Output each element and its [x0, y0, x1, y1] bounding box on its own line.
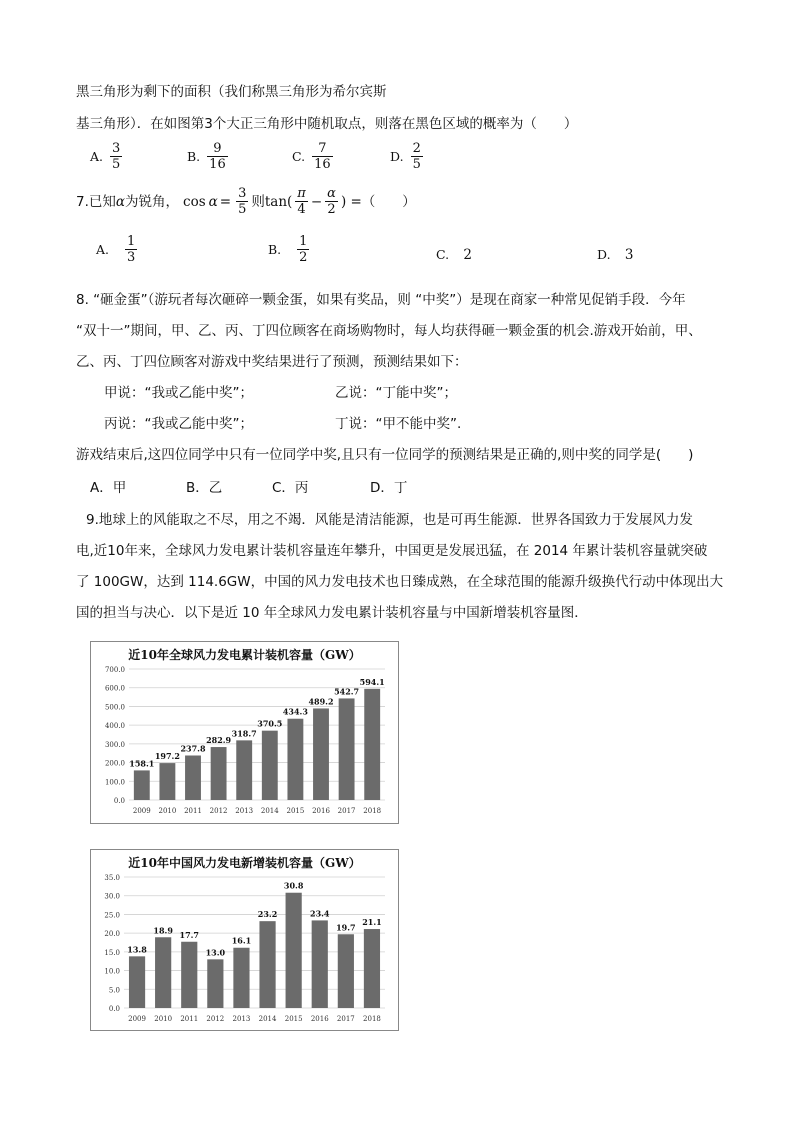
- x-tick-label: 2015: [286, 807, 305, 815]
- x-tick-label: 2015: [284, 1015, 303, 1023]
- x-tick-label: 2009: [132, 807, 151, 815]
- bar-2010: [159, 763, 175, 800]
- q8-statement-ding: 丁说：“甲不能中奖”.: [335, 416, 462, 432]
- data-label: 434.3: [282, 706, 308, 717]
- y-tick-label: 30.0: [104, 892, 120, 901]
- data-label: 13.8: [127, 944, 147, 955]
- x-tick-label: 2012: [209, 807, 228, 815]
- option-label: B.: [187, 148, 201, 164]
- y-tick-label: 700.0: [104, 666, 125, 674]
- x-tick-label: 2010: [154, 1015, 173, 1023]
- option-label: C.: [436, 247, 450, 262]
- bar-2011: [181, 942, 197, 1008]
- fraction: $\frac{1}{2}$: [299, 234, 308, 265]
- data-label: 542.7: [334, 686, 360, 697]
- q8-text-line-1: 8. “砸金蛋”（游玩者每次砸碎一颗金蛋，如果有奖品，则 “中奖”）是现在商家一种常见促销手段．今年: [76, 292, 686, 308]
- data-label: 23.4: [310, 908, 330, 919]
- x-tick-label: 2013: [235, 807, 254, 815]
- q6-text-line-2: 基三角形）．在如图第3个大正三角形中随机取点，则落在黑色区域的概率为（ ）: [76, 116, 578, 132]
- option-label: A.: [96, 241, 110, 257]
- x-tick-label: 2018: [363, 1015, 381, 1023]
- x-tick-label: 2016: [312, 807, 330, 815]
- bar-2017: [338, 934, 354, 1008]
- option-value: 2: [463, 247, 472, 263]
- data-label: 13.0: [205, 947, 226, 958]
- fraction: $\frac{7}{16}$: [314, 141, 331, 172]
- fraction: $\frac{2}{5}$: [412, 141, 421, 172]
- bar-2013: [236, 740, 252, 800]
- y-tick-label: 25.0: [104, 911, 120, 920]
- q7-option-b[interactable]: [268, 234, 312, 265]
- data-label: 489.2: [308, 696, 334, 707]
- bar-2015: [287, 719, 303, 800]
- option-value: 3: [624, 247, 634, 263]
- q8-option-d[interactable]: D．丁: [370, 480, 408, 496]
- bar-2013: [233, 948, 249, 1008]
- bar-2012: [211, 747, 227, 800]
- q9-text-line-4: 国的担当与决心．以下是近 10 年全球风力发电累计装机容量与中国新增装机容量图．: [76, 605, 588, 621]
- x-tick-label: 2016: [310, 1015, 329, 1023]
- data-label: 370.5: [257, 718, 283, 729]
- option-label: C.: [292, 148, 306, 164]
- bar-2009: [134, 770, 150, 800]
- q7-option-c[interactable]: [436, 246, 472, 264]
- x-tick-label: 2009: [128, 1015, 146, 1023]
- y-tick-label: 100.0: [104, 778, 125, 787]
- y-tick-label: 5.0: [108, 986, 120, 995]
- x-tick-label: 2013: [232, 1015, 251, 1023]
- bar-2016: [312, 920, 328, 1008]
- x-tick-label: 2018: [363, 807, 382, 815]
- q7-stem: 7.已知 α 为锐角， cos α = $\frac{3}{5}$ 则 tan( $\frac{\pi}{4}$ − $\frac{\alpha}{2}$ ) =（ ）: [76, 186, 416, 217]
- data-label: 594.1: [359, 676, 385, 687]
- data-label: 23.2: [257, 909, 278, 920]
- fraction: $\frac{9}{16}$: [209, 141, 226, 172]
- data-label: 21.1: [362, 917, 382, 928]
- y-tick-label: 10.0: [104, 967, 120, 976]
- q6-option-b[interactable]: [187, 141, 231, 172]
- data-label: 237.8: [180, 743, 206, 754]
- q8-option-a[interactable]: A．甲: [90, 480, 127, 496]
- x-tick-label: 2014: [260, 807, 279, 815]
- y-tick-label: 35.0: [104, 874, 120, 882]
- x-tick-label: 2011: [180, 1015, 199, 1023]
- bar-2011: [185, 755, 201, 800]
- bar-2009: [129, 956, 145, 1008]
- fraction: $\frac{\pi}{4}$: [297, 186, 306, 217]
- bar-2016: [313, 708, 329, 800]
- q9-text-line-2: 电,近10年来，全球风力发电累计装机容量连年攀升，中国更是发展迅猛，在 2014 年累计装机容量就突破: [76, 543, 708, 559]
- q9-text-line-1: 9.地球上的风能取之不尽，用之不竭．风能是清洁能源，也是可再生能源．世界各国致力于发展风力发: [86, 512, 693, 528]
- data-label: 158.1: [129, 758, 155, 769]
- y-tick-label: 300.0: [104, 740, 125, 749]
- data-label: 17.7: [179, 929, 199, 940]
- data-label: 16.1: [231, 935, 252, 946]
- data-label: 197.2: [154, 751, 180, 762]
- bar-2018: [364, 929, 380, 1008]
- q6-option-a[interactable]: [90, 141, 125, 172]
- q8-text-line-4: 游戏结束后,这四位同学中只有一位同学中奖,且只有一位同学的预测结果是正确的,则中奖的同学是( ): [76, 447, 694, 463]
- x-tick-label: 2012: [206, 1015, 225, 1023]
- option-label: A.: [90, 148, 104, 164]
- bar-2018: [364, 689, 380, 800]
- bar-2010: [155, 937, 171, 1008]
- y-tick-label: 15.0: [104, 948, 120, 957]
- q8-statement-bing: 丙说：“我或乙能中奖”；: [104, 416, 253, 432]
- q8-text-line-2: “双十一”期间，甲、乙、丙、丁四位顾客在商场购物时，每人均获得砸一颗金蛋的机会.游戏开始前，甲、: [76, 323, 702, 339]
- data-label: 282.9: [206, 735, 232, 746]
- data-label: 19.7: [336, 922, 356, 933]
- fraction: $\frac{1}{3}$: [127, 234, 136, 265]
- x-tick-label: 2017: [336, 1015, 355, 1023]
- q7-option-d[interactable]: [597, 246, 633, 264]
- y-tick-label: 500.0: [104, 703, 125, 712]
- bar-2014: [262, 731, 278, 800]
- option-label: D.: [390, 148, 404, 164]
- y-tick-label: 0.0: [113, 797, 125, 805]
- q6-option-d[interactable]: [390, 141, 426, 172]
- data-label: 30.8: [283, 880, 304, 891]
- y-tick-label: 400.0: [104, 722, 125, 731]
- bar-2012: [207, 959, 223, 1008]
- chart-title: 近10年中国风力发电新增装机容量（GW）: [128, 856, 361, 870]
- q9-text-line-3: 了 100GW，达到 114.6GW，中国的风力发电技术也日臻成熟，在全球范围的能源升级换代行动中体现出大: [76, 574, 724, 590]
- q8-text-line-3: 乙、丙、丁四位顾客对游戏中奖结果进行了预测，预测结果如下：: [76, 354, 468, 370]
- global-wind-capacity-chart: [90, 641, 399, 824]
- x-tick-label: 2011: [184, 807, 202, 815]
- china-new-capacity-chart: [90, 849, 399, 1031]
- y-tick-label: 20.0: [104, 930, 120, 939]
- x-tick-label: 2014: [258, 1015, 277, 1023]
- bar-2017: [339, 698, 355, 800]
- data-label: 318.7: [231, 728, 257, 739]
- q6-option-c[interactable]: [292, 141, 336, 172]
- chart-title: 近10年全球风力发电累计装机容量（GW）: [128, 648, 361, 662]
- chart-svg: [91, 642, 398, 823]
- q8-option-c[interactable]: C．丙: [272, 480, 309, 496]
- data-label: 18.9: [153, 925, 173, 936]
- option-label: B.: [268, 241, 282, 257]
- y-tick-label: 200.0: [104, 759, 125, 768]
- fraction: $\frac{\alpha}{2}$: [327, 186, 336, 217]
- bar-2015: [286, 893, 302, 1008]
- q7-option-a[interactable]: [96, 234, 140, 265]
- y-tick-label: 0.0: [108, 1005, 120, 1013]
- q8-option-b[interactable]: B．乙: [186, 480, 223, 496]
- q8-statement-yi: 乙说：“丁能中奖”；: [335, 385, 457, 401]
- fraction: $\frac{3}{5}$: [112, 141, 121, 172]
- chart-svg: [91, 850, 398, 1030]
- x-tick-label: 2017: [337, 807, 356, 815]
- option-label: D.: [597, 247, 611, 262]
- q8-statement-jia: 甲说：“我或乙能中奖”；: [104, 385, 253, 401]
- x-tick-label: 2010: [158, 807, 177, 815]
- fraction: $\frac{3}{5}$: [238, 186, 247, 217]
- q6-text-line-1: 黑三角形为剩下的面积（我们称黑三角形为希尔宾斯: [76, 84, 387, 100]
- alpha-symbol: α: [115, 193, 126, 210]
- y-tick-label: 600.0: [104, 684, 125, 693]
- bar-2014: [259, 921, 275, 1008]
